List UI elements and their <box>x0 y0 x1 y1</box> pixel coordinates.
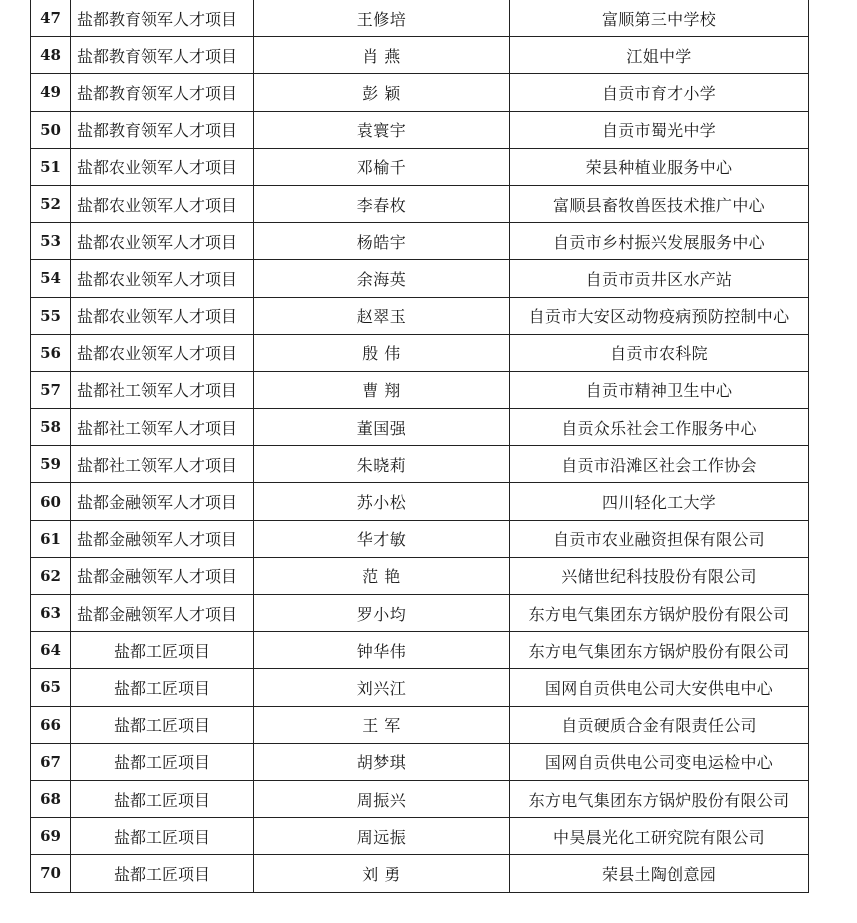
organization-cell: 兴储世纪科技股份有限公司 <box>510 557 809 594</box>
project-cell: 盐都农业领军人才项目 <box>71 185 254 222</box>
project-cell: 盐都农业领军人才项目 <box>71 334 254 371</box>
project-cell: 盐都金融领军人才项目 <box>71 557 254 594</box>
table-row <box>31 557 809 594</box>
organization-cell: 自贡市农科院 <box>510 334 809 371</box>
table-row <box>31 223 809 260</box>
project-cell: 盐都金融领军人才项目 <box>71 520 254 557</box>
project-cell: 盐都工匠项目 <box>71 706 254 743</box>
organization-cell: 东方电气集团东方锅炉股份有限公司 <box>510 780 809 817</box>
name-cell: 华才敏 <box>254 520 510 557</box>
row-number-cell: 49 <box>31 74 71 111</box>
name-cell: 王修培 <box>254 0 510 37</box>
project-cell: 盐都社工领军人才项目 <box>71 371 254 408</box>
project-cell: 盐都农业领军人才项目 <box>71 223 254 260</box>
table-row <box>31 185 809 222</box>
table-row <box>31 595 809 632</box>
row-number-cell: 65 <box>31 669 71 706</box>
row-number-cell: 67 <box>31 743 71 780</box>
organization-cell: 自贡市蜀光中学 <box>510 111 809 148</box>
name-cell: 董国强 <box>254 409 510 446</box>
organization-cell: 中昊晨光化工研究院有限公司 <box>510 818 809 855</box>
organization-cell: 自贡市沿滩区社会工作协会 <box>510 446 809 483</box>
name-cell: 杨皓宇 <box>254 223 510 260</box>
project-cell: 盐都工匠项目 <box>71 818 254 855</box>
name-cell: 王 军 <box>254 706 510 743</box>
table-row <box>31 409 809 446</box>
row-number-cell: 62 <box>31 557 71 594</box>
row-number-cell: 70 <box>31 855 71 892</box>
name-cell: 彭 颖 <box>254 74 510 111</box>
table-row <box>31 74 809 111</box>
name-cell: 李春枚 <box>254 185 510 222</box>
row-number-cell: 57 <box>31 371 71 408</box>
table-row <box>31 818 809 855</box>
row-number-cell: 61 <box>31 520 71 557</box>
row-number-cell: 58 <box>31 409 71 446</box>
project-cell: 盐都工匠项目 <box>71 632 254 669</box>
name-cell: 刘 勇 <box>254 855 510 892</box>
table-row <box>31 371 809 408</box>
row-number-cell: 63 <box>31 595 71 632</box>
organization-cell: 自贡市育才小学 <box>510 74 809 111</box>
name-cell: 余海英 <box>254 260 510 297</box>
name-cell: 钟华伟 <box>254 632 510 669</box>
table-row <box>31 148 809 185</box>
name-cell: 赵翠玉 <box>254 297 510 334</box>
table-row <box>31 111 809 148</box>
table-row <box>31 669 809 706</box>
name-cell: 周远振 <box>254 818 510 855</box>
organization-cell: 富顺县畜牧兽医技术推广中心 <box>510 185 809 222</box>
row-number-cell: 48 <box>31 37 71 74</box>
row-number-cell: 69 <box>31 818 71 855</box>
name-cell: 袁寰宇 <box>254 111 510 148</box>
project-cell: 盐都农业领军人才项目 <box>71 148 254 185</box>
row-number-cell: 51 <box>31 148 71 185</box>
project-cell: 盐都农业领军人才项目 <box>71 297 254 334</box>
project-cell: 盐都教育领军人才项目 <box>71 0 254 37</box>
project-cell: 盐都工匠项目 <box>71 743 254 780</box>
table-row <box>31 483 809 520</box>
organization-cell: 四川轻化工大学 <box>510 483 809 520</box>
table-row <box>31 743 809 780</box>
organization-cell: 自贡市农业融资担保有限公司 <box>510 520 809 557</box>
project-cell: 盐都社工领军人才项目 <box>71 446 254 483</box>
table-row <box>31 334 809 371</box>
name-cell: 邓榆千 <box>254 148 510 185</box>
table-row <box>31 706 809 743</box>
organization-cell: 自贡市乡村振兴发展服务中心 <box>510 223 809 260</box>
project-cell: 盐都金融领军人才项目 <box>71 595 254 632</box>
project-cell: 盐都社工领军人才项目 <box>71 409 254 446</box>
table-row <box>31 780 809 817</box>
row-number-cell: 47 <box>31 0 71 37</box>
table-row <box>31 37 809 74</box>
row-number-cell: 66 <box>31 706 71 743</box>
project-cell: 盐都工匠项目 <box>71 780 254 817</box>
organization-cell: 自贡众乐社会工作服务中心 <box>510 409 809 446</box>
row-number-cell: 53 <box>31 223 71 260</box>
table-row <box>31 260 809 297</box>
name-cell: 朱晓莉 <box>254 446 510 483</box>
organization-cell: 东方电气集团东方锅炉股份有限公司 <box>510 595 809 632</box>
row-number-cell: 50 <box>31 111 71 148</box>
project-cell: 盐都工匠项目 <box>71 669 254 706</box>
organization-cell: 自贡硬质合金有限责任公司 <box>510 706 809 743</box>
organization-cell: 自贡市贡井区水产站 <box>510 260 809 297</box>
table-row <box>31 297 809 334</box>
table-row <box>31 520 809 557</box>
project-cell: 盐都农业领军人才项目 <box>71 260 254 297</box>
name-cell: 曹 翔 <box>254 371 510 408</box>
row-number-cell: 56 <box>31 334 71 371</box>
table-row <box>31 446 809 483</box>
talent-list-table <box>30 0 809 893</box>
table-row <box>31 632 809 669</box>
row-number-cell: 64 <box>31 632 71 669</box>
organization-cell: 富顺第三中学校 <box>510 0 809 37</box>
project-cell: 盐都工匠项目 <box>71 855 254 892</box>
row-number-cell: 60 <box>31 483 71 520</box>
organization-cell: 荣县种植业服务中心 <box>510 148 809 185</box>
organization-cell: 荣县土陶创意园 <box>510 855 809 892</box>
page-bottom-margin <box>0 912 857 923</box>
organization-cell: 国网自贡供电公司变电运检中心 <box>510 743 809 780</box>
table-row <box>31 855 809 892</box>
organization-cell: 东方电气集团东方锅炉股份有限公司 <box>510 632 809 669</box>
table-body <box>31 0 809 892</box>
project-cell: 盐都教育领军人才项目 <box>71 37 254 74</box>
name-cell: 苏小松 <box>254 483 510 520</box>
organization-cell: 自贡市大安区动物疫病预防控制中心 <box>510 297 809 334</box>
organization-cell: 国网自贡供电公司大安供电中心 <box>510 669 809 706</box>
organization-cell: 江姐中学 <box>510 37 809 74</box>
name-cell: 周振兴 <box>254 780 510 817</box>
name-cell: 殷 伟 <box>254 334 510 371</box>
name-cell: 范 艳 <box>254 557 510 594</box>
project-cell: 盐都金融领军人才项目 <box>71 483 254 520</box>
row-number-cell: 68 <box>31 780 71 817</box>
table-row <box>31 0 809 37</box>
name-cell: 肖 燕 <box>254 37 510 74</box>
row-number-cell: 55 <box>31 297 71 334</box>
name-cell: 罗小均 <box>254 595 510 632</box>
organization-cell: 自贡市精神卫生中心 <box>510 371 809 408</box>
row-number-cell: 52 <box>31 185 71 222</box>
row-number-cell: 54 <box>31 260 71 297</box>
name-cell: 刘兴江 <box>254 669 510 706</box>
project-cell: 盐都教育领军人才项目 <box>71 74 254 111</box>
name-cell: 胡梦琪 <box>254 743 510 780</box>
row-number-cell: 59 <box>31 446 71 483</box>
project-cell: 盐都教育领军人才项目 <box>71 111 254 148</box>
